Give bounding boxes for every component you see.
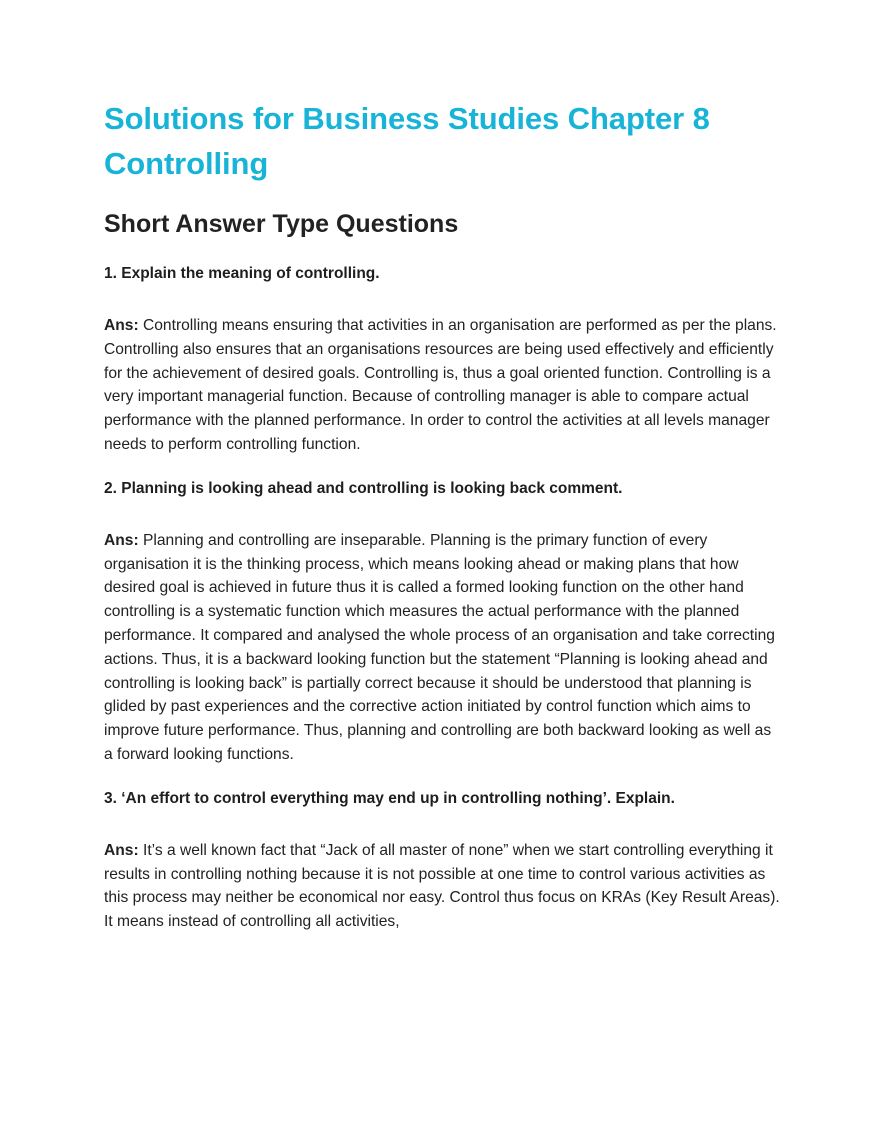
answer-label: Ans: <box>104 531 139 549</box>
question-2: 2. Planning is looking ahead and controlling is looking back comment. <box>104 479 623 497</box>
answer-label: Ans: <box>104 841 139 859</box>
document-title: Solutions for Business Studies Chapter 8 Controlling <box>104 101 710 181</box>
document-page <box>104 96 784 934</box>
answer-2 <box>104 529 780 767</box>
answer-text: Controlling means ensuring that activities in an organisation are performed as per the plans. Controlling also ensures that an organisations resources are being used effectively and efficiently for the achievement of desired goals. Controlling is, thus a goal oriented function. Controlling is a very important managerial function. Because of controlling manager is able to compare actual performance with the planned performance. In order to control the activities at all levels manager needs to perform controlling function. <box>104 317 777 453</box>
answer-1 <box>104 314 780 457</box>
question-3: 3. ‘An effort to control everything may end up in controlling nothing’. Explain. <box>104 789 675 807</box>
answer-3 <box>104 839 780 934</box>
answer-text: It’s a well known fact that “Jack of all master of none” when we start controlling everything it results in controlling nothing because it is not possible at one time to control various activities as this process may neither be economical nor easy. Control thus focus on KRAs (Key Result Areas). It means instead of controlling all activities, <box>104 841 780 931</box>
question-1: 1. Explain the meaning of controlling. <box>104 265 380 282</box>
section-heading: Short Answer Type Questions <box>104 210 459 238</box>
answer-text: Planning and controlling are inseparable. Planning is the primary function of every organisation it is the thinking process, which means looking ahead or making plans that how desired goal is achieved in future thus it is called a formed looking function on the other hand controlling is a systematic function which measures the actual performance with the planned performance. It compared and analysed the whole process of an organisation and take correcting actions. Thus, it is a backward looking function but the statement “Planning is looking ahead and controlling is looking back” is partially correct because it should be understood that planning is glided by past experiences and the corrective action initiated by control function which aims to improve future performance. Thus, planning and controlling are both backward looking as well as a forward looking functions. <box>104 531 775 763</box>
answer-label: Ans: <box>104 317 139 334</box>
